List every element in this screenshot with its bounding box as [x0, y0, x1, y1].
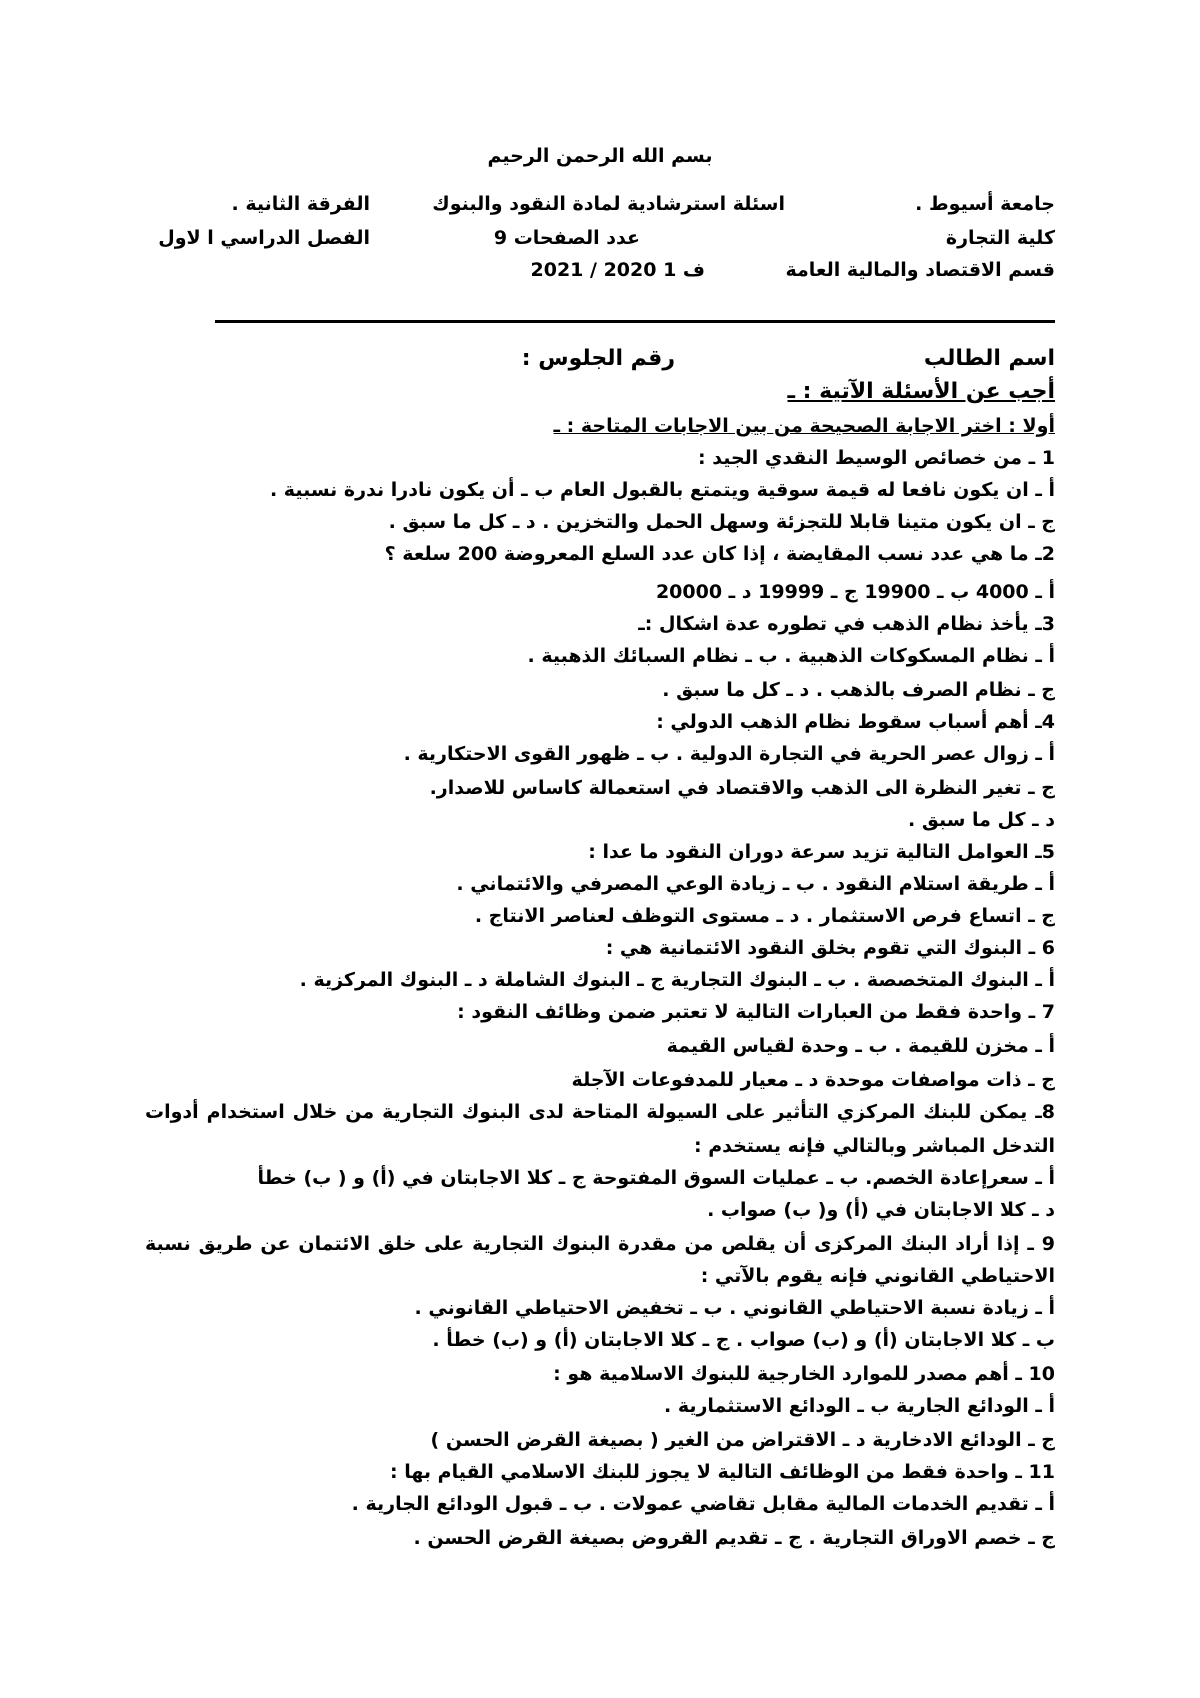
q6-options: أ ـ البنوك المتخصصة . ب ـ البنوك التجارية ج ـ البنوك الشاملة د ـ البنوك المركزية .: [299, 969, 1055, 991]
q10-options-cd: ج ـ الودائع الادخارية د ـ الاقتراض من الغير ( بصيغة القرض الحسن ): [430, 1429, 1055, 1451]
q9-options-ab: أ ـ زيادة نسبة الاحتياطي القانوني . ب ـ تخفيض الاحتياطي القانوني .: [414, 1297, 1055, 1319]
q5-options-ab: أ ـ طريقة استلام النقود . ب ـ زيادة الوعي المصرفي والائتماني .: [456, 873, 1055, 895]
semester: الفصل الدراسي ا لاول: [158, 227, 370, 249]
question-5: 5ـ العوامل التالية تزيد سرعة دوران النقود ما عدا :: [588, 841, 1055, 863]
q1-options-cd: ج ـ ان يكون متينا قابلا للتجزئة وسهل الحمل والتخزين . د ـ كل ما سبق .: [388, 511, 1055, 533]
question-2: 2ـ ما هي عدد نسب المقايضة ، إذا كان عدد السلع المعروضة 200 سلعة ؟: [384, 543, 1055, 565]
q7-options-cd: ج ـ ذات مواصفات موحدة د ـ معيار للمدفوعات الآجلة: [571, 1069, 1055, 1091]
q2-options: أ ـ 4000 ب ـ 19900 ج ـ 19999 د ـ 20000: [655, 581, 1055, 603]
q3-options-cd: ج ـ نظام الصرف بالذهب . د ـ كل ما سبق .: [662, 679, 1055, 701]
instructions: أجب عن الأسئلة الآتية : ـ: [787, 379, 1055, 404]
header-divider: [215, 320, 1055, 323]
question-9: 9 ـ إذا أراد البنك المركزى أن يقلص من مقدرة البنوك التجارية على خلق الائتمان عن طريق نسبة: [145, 1233, 1055, 1255]
faculty-name: كلية التجارة: [945, 227, 1055, 249]
q4-option-d: د ـ كل ما سبق .: [907, 809, 1055, 831]
question-4: 4ـ أهم أسباب سقوط نظام الذهب الدولي :: [656, 711, 1055, 733]
q11-options-ab: أ ـ تقديم الخدمات المالية مقابل تقاضي عمولات . ب ـ قبول الودائع الجارية .: [351, 1493, 1055, 1515]
question-6: 6 ـ البنوك التي تقوم بخلق النقود الائتمانية هي :: [605, 937, 1055, 959]
q1-options-ab: أ ـ ان يكون نافعا له قيمة سوقية ويتمتع بالقبول العام ب ـ أن يكون نادرا ندرة نسبية .: [269, 479, 1055, 501]
basmala: بسم الله الرحمن الرحيم: [487, 145, 713, 167]
guide-title: اسئلة استرشادية لمادة النقود والبنوك: [432, 193, 785, 215]
question-8: 8ـ يمكن للبنك المركزي التأثير على السيولة المتاحة لدى البنوك التجارية من خلال استخدام أدوات: [145, 1101, 1055, 1123]
q4-option-c: ج ـ تغير النظرة الى الذهب والاقتصاد في استعمالة كاساس للاصدار.: [429, 777, 1055, 799]
pages-count: عدد الصفحات 9: [493, 227, 640, 249]
q4-options-ab: أ ـ زوال عصر الحرية في التجارة الدولية . ب ـ ظهور القوى الاحتكارية .: [403, 743, 1055, 765]
q7-options-ab: أ ـ مخزن للقيمة . ب ـ وحدة لقياس القيمة: [666, 1035, 1055, 1057]
section-title: أولا : اختر الاجابة الصحيحة من بين الاجابات المتاحة : ـ: [553, 415, 1055, 437]
student-name-label: اسم الطالب: [923, 346, 1055, 371]
q11-options-cd: ج ـ خصم الاوراق التجارية . ج ـ تقديم القروض بصيغة القرض الحسن .: [413, 1527, 1055, 1549]
question-3: 3ـ يأخذ نظام الذهب في تطوره عدة اشكال :ـ: [638, 613, 1055, 635]
q10-options-ab: أ ـ الودائع الجارية ب ـ الودائع الاستثمارية .: [664, 1395, 1055, 1417]
q8-option-d: د ـ كلا الاجابتان في (أ) و( ب) صواب .: [707, 1199, 1055, 1221]
university-name: جامعة أسيوط .: [915, 193, 1055, 215]
question-1: 1 ـ من خصائص الوسيط النقدي الجيد :: [698, 447, 1055, 469]
q8-options-abc: أ ـ سعرإعادة الخصم. ب ـ عمليات السوق المفتوحة ج ـ كلا الاجابتان في (أ) و ( ب) خطأ: [257, 1167, 1055, 1189]
q3-options-ab: أ ـ نظام المسكوكات الذهبية . ب ـ نظام السبائك الذهبية .: [527, 645, 1055, 667]
year-group: الفرقة الثانية .: [231, 193, 370, 215]
question-8-cont: التدخل المباشر وبالتالي فإنه يستخدم :: [694, 1135, 1055, 1157]
term-year: ف 1 2020 / 2021: [530, 259, 705, 281]
seat-number-label: رقم الجلوس :: [521, 346, 675, 371]
q5-options-cd: ج ـ اتساع فرص الاستثمار . د ـ مستوى التوظف لعناصر الانتاج .: [474, 905, 1055, 927]
question-11: 11 ـ واحدة فقط من الوظائف التالية لا يجوز للبنك الاسلامي القيام بها :: [390, 1461, 1055, 1483]
question-9-cont: الاحتياطي القانوني فإنه يقوم بالآتي :: [700, 1265, 1055, 1287]
department-name: قسم الاقتصاد والمالية العامة: [785, 259, 1055, 281]
question-10: 10 ـ أهم مصدر للموارد الخارجية للبنوك الاسلامية هو :: [553, 1363, 1055, 1385]
question-7: 7 ـ واحدة فقط من العبارات التالية لا تعتبر ضمن وظائف النقود :: [457, 1001, 1055, 1023]
q9-options-cd: ب ـ كلا الاجابتان (أ) و (ب) صواب . ج ـ كلا الاجابتان (أ) و (ب) خطأ .: [432, 1329, 1055, 1351]
